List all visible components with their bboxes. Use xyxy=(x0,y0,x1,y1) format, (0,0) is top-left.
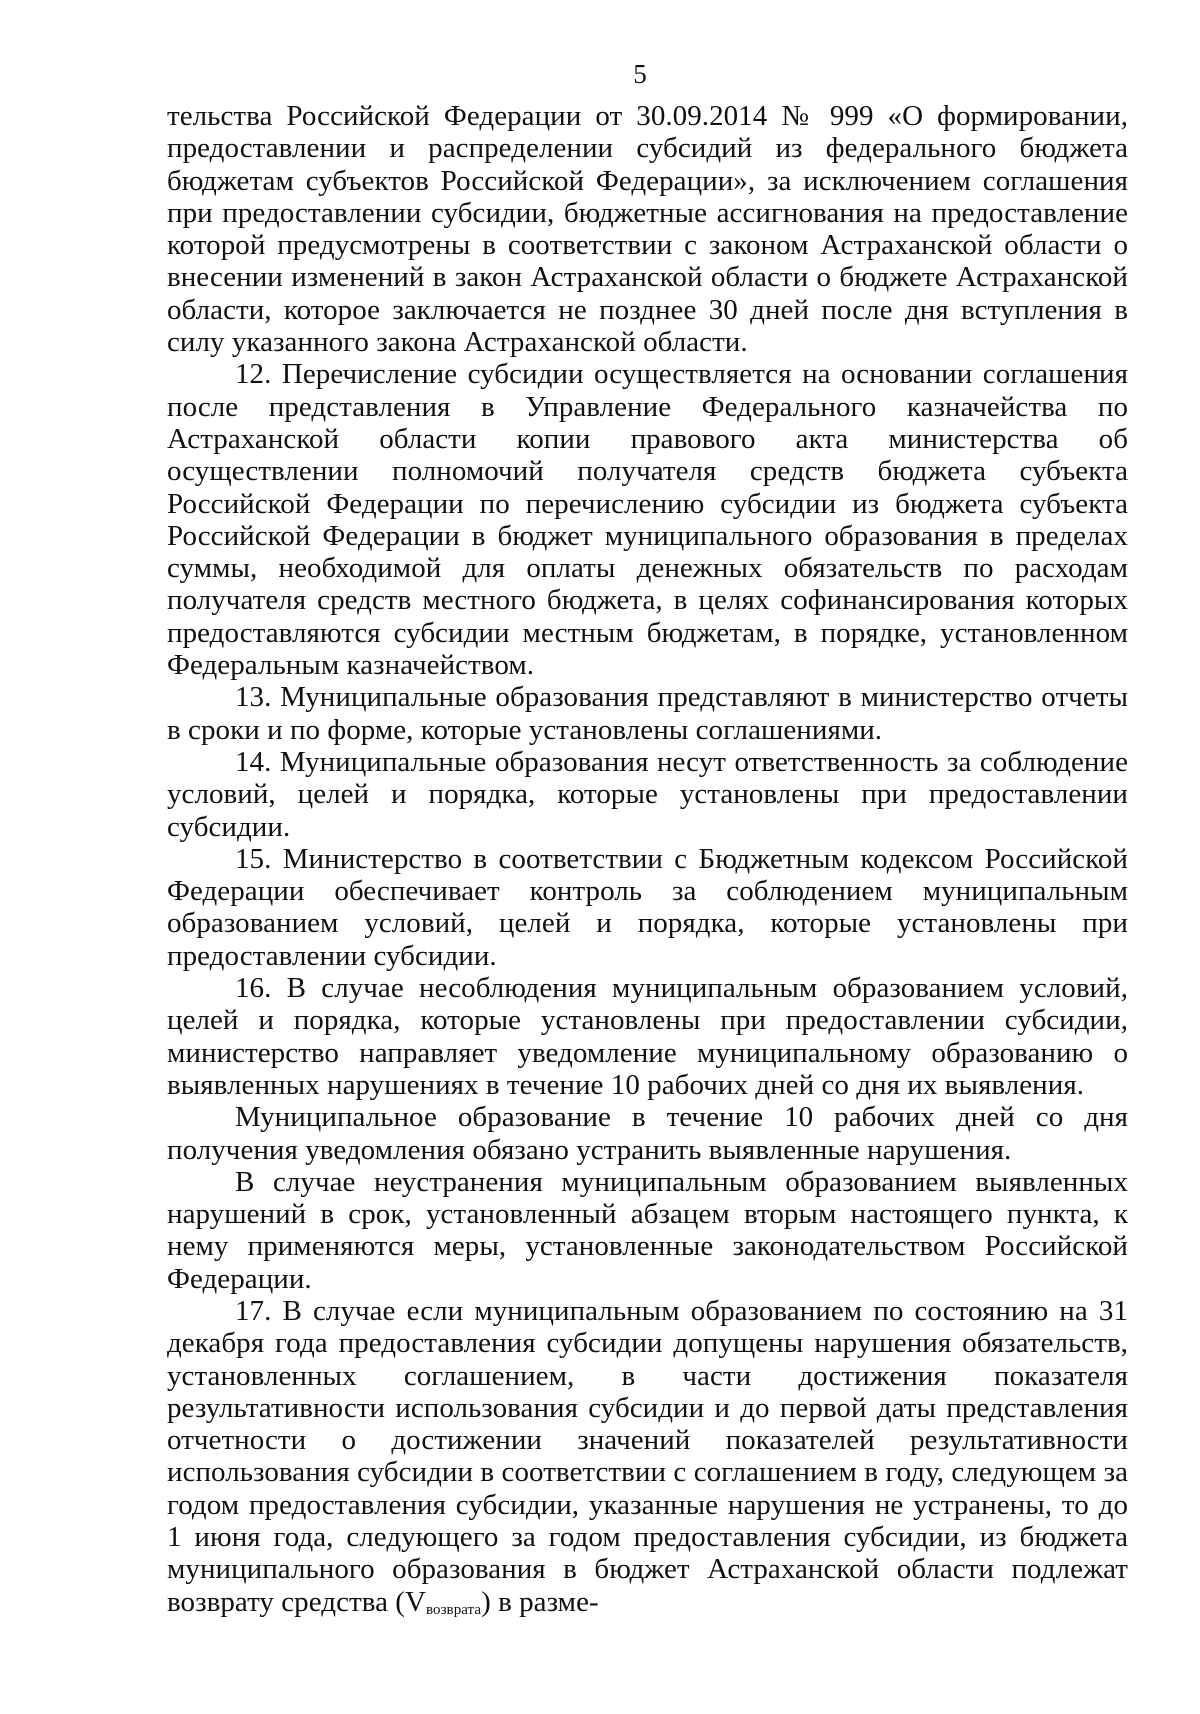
paragraph-continuation: тельства Российской Федерации от 30.09.2014 № 999 «О формировании, предоставлении и распределении субсидий из федерального бюджета бюджетам субъектов Российской Федерации», за исключением соглашения при предоставлении субсидии, бюджетные ассигнования на предоставление которой предусмотрены в соответствии с законом Астраханской области о внесении изменений в закон Астраханской области о бюджете Астраханской области, которое заключается не позднее 30 дней после дня вступления в силу указанного закона Астраханской области. xyxy=(167,100,1128,359)
document-body xyxy=(167,100,1128,1618)
paragraph-item-17 xyxy=(167,1295,1128,1618)
paragraph-item-17-text: 17. В случае если муниципальным образованием по состоянию на 31 декабря года предоставления субсидии допущены нарушения обязательств, установленных соглашением, в части достижения показателя результативности использования субсидии и до первой даты представления отчетности о достижении значений показателей результативности использования субсидии в соответствии с соглашением в году, следующем за годом предоставления субсидии, указанные нарушения не устранены, то до 1 июня года, следующего за годом предоставления субсидии, из бюджета муниципального образования в бюджет Астраханской области подлежат возврату средства (V xyxy=(167,1294,1128,1618)
paragraph-item-16-part-2: Муниципальное образование в течение 10 рабочих дней со дня получения уведомления обязано устранить выявленные нарушения. xyxy=(167,1101,1128,1166)
paragraph-item-16-part-3: В случае неустранения муниципальным образованием выявленных нарушений в срок, установленный абзацем вторым настоящего пункта, к нему применяются меры, установленные законодательством Российской Федерации. xyxy=(167,1165,1128,1295)
paragraph-item-14: 14. Муниципальные образования несут ответственность за соблюдение условий, целей и порядка, которые установлены при предоставлении субсидии. xyxy=(167,745,1128,843)
paragraph-item-12: 12. Перечисление субсидии осуществляется на основании соглашения после представления в Управление Федерального казначейства по Астраханской области копии правового акта министерства об осуществлении полномочий получателя средств бюджета субъекта Российской Федерации по перечислению субсидии из бюджета субъекта Российской Федерации в бюджет муниципального образования в пределах суммы, необходимой для оплаты денежных обязательств по расходам получателя средств местного бюджета, в целях софинансирования которых предоставляются субсидии местным бюджетам, в порядке, установленном Федеральным казначейством. xyxy=(167,358,1128,682)
paragraph-item-16: 16. В случае несоблюдения муниципальным образованием условий, целей и порядка, которые установлены при предоставлении субсидии, министерство направляет уведомление муниципальному образованию о выявленных нарушениях в течение 10 рабочих дней со дня их выявления. xyxy=(167,972,1128,1101)
subscript-vozvrata: возврата xyxy=(426,1601,482,1618)
page-number: 5 xyxy=(633,59,647,89)
paragraph-item-17-tail: ) в разме- xyxy=(481,1585,599,1618)
paragraph-item-13: 13. Муниципальные образования представляют в министерство отчеты в сроки и по форме, которые установлены соглашениями. xyxy=(167,681,1128,746)
paragraph-item-15: 15. Министерство в соответствии с Бюджетным кодексом Российской Федерации обеспечивает контроль за соблюдением муниципальным образованием условий, целей и порядка, которые установлены при предоставлении субсидии. xyxy=(167,842,1128,972)
